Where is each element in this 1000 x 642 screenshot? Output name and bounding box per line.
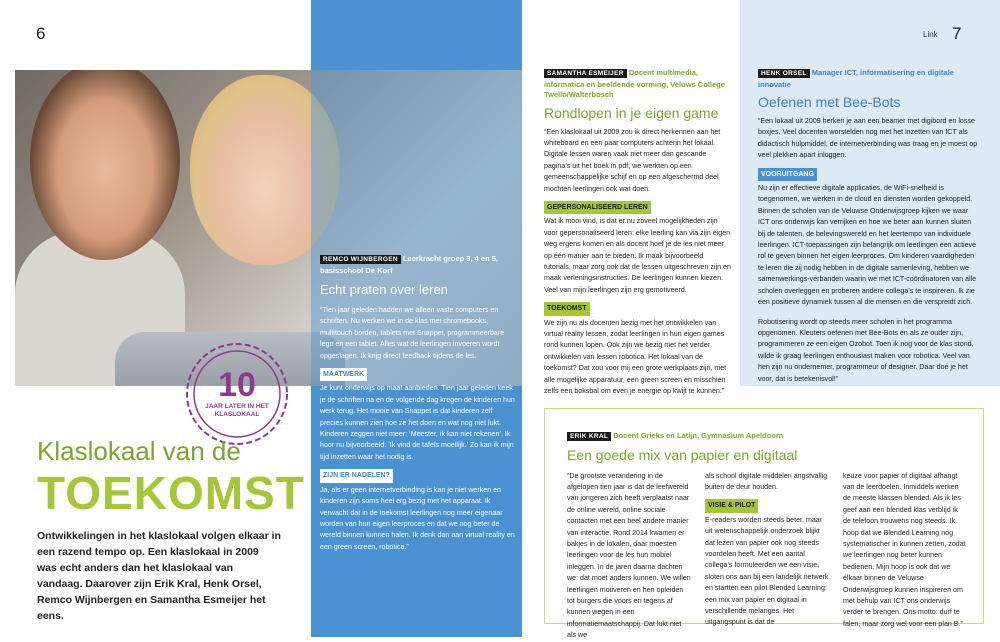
- remco-text1: Je kunt onderwijs op maat aanbieden. Tien jaar geleden keek je de schriften na en de volgende dag kregen de kinderen hun werk terug. Het mooie van Snappet is dat kinderen zelf precies kunnen zien hoe ze het doen en wat nog niet lukt. Kinderen zeggen niet meer: ‘Meester, ik kan niet rekenen’. Ik hoor nu bijvoorbeeld: ‘Ik vind de tafels moeilijk.’ Zo kan ik mijn tijd inzetten waar het nodig is.: [320, 384, 515, 461]
- remco-text2: Ja, als er geen internetverbinding is kan je niet werken en kinderen zijn soms heel erg bezig met het apparaat. Ik verwacht dat in de toekomst leerlingen nog meer eigenaar worden van hun eigen leerproces en dat we nog beter de wereld binnen kunnen halen. Ik denk dan aan virtual reality en een green screen, robotica.”: [320, 485, 515, 551]
- samantha-quote: “Een klaslokaal uit 2009 zou ik direct herkennen aan het whiteboard en een paar computers achterin het lokaal. Digitale lessen waren vaak niet meer dan gescande pagina’s uit het boek in pdf, we werkten op een gemeenschappelijke schijf en op een afgeschermd deel mochten leerlingen ook wat doen.: [544, 127, 721, 193]
- erik-name: ERIK KRAL: [567, 432, 611, 441]
- remco-name: REMCO WIJNBERGEN: [320, 255, 401, 264]
- samantha-text2: We zijn nu als docenten bezig met het ontwikkelen van virtual reality lessen, zodat leerlingen in hun eigen games rond kunnen lopen. Ook zijn we bezig met het verder ontwikkelen van lessen robotica. Het lokaal van de toekomst? Dat zou voor mij een grote werkplaats zijn, met alle mogelijke apparatuur, een green screen en misschien zelfs een boksbal om even je energie op kwijt te kunnen.”: [544, 318, 727, 396]
- badge-number: 10: [218, 366, 256, 404]
- erik-col3: keuze voor papier of digitaal afhangt van de leerdoelen. Inmiddels werken de meeste klassen blended. Als ik les geef aan een blended klas verblijd ik de telefoon trouwens nog steeds. Ik hoop dat we Blended Learning nog systematischer in kunnen zetten, zodat we leerlingen nog beter kunnen bedienen. Mijn hoop is ook dat we élkaar binnen de Veluwse Onderwijsgroep kunnen inspireren om met behulp van ICT ons onderwijs verder te brengen. Ons motto: durf te falen, maar zorg wel voor een plan B.”: [843, 471, 966, 628]
- header-label: Link: [923, 30, 938, 39]
- erik-col2b: E-readers worden steeds beter, maar uit wetenschappelijk onderzoek blijkt dat lezen van papier ook nog steeds voordelen heeft. Met een aantal collega’s formuleerden we een visie, sloten ons aan bij een landelijk netwerk en startten een pilot Blended Learning: een mix van papier en digitaal in verschillende melanges. Het uitgangspunt is dat de: [705, 515, 829, 627]
- henk-text2: Robotisering wordt op steeds meer scholen in het programma opgenomen. Kleuters oefenen met Bee-Bots en als ze ouder zijn, programmeren ze een eigen Ozobot. Toen ik nog voor de klas stond, wilde ik graag leerlingen enthousiast maken voor robotica. Veel van hen zijn nu ondernemer, programmeur of designer. Daar doe je het voor, dat is betekenisvol!”: [758, 317, 974, 383]
- remco-title: Echt praten over leren: [320, 282, 448, 297]
- page-number-right: 7: [952, 24, 962, 43]
- henk-role: Manager ICT, informatisering en digitale innovatie: [758, 68, 954, 89]
- page-number-left: 6: [36, 24, 46, 43]
- ten-years-badge: [183, 340, 291, 448]
- samantha-title: Rondlopen in je eigen game: [544, 104, 719, 121]
- henk-name: HENK ORSEL: [758, 69, 810, 78]
- badge-line2: KLASLOKAAL: [214, 411, 260, 418]
- remco-section: [320, 254, 516, 553]
- henk-sub1: VOORUITGANG: [758, 168, 817, 181]
- henk-quote: “Een lokaal uit 2009 herken je aan een beamer met digibord en losse boxjes. Veel docenten worstelden nog met het inzetten van ICT als didactisch hulpmiddel, de internetverbinding was traag en je moest op veel plekken apart inloggen.: [758, 117, 978, 160]
- erik-role: Docent Grieks en Latijn, Gymnasium Apeldoorn: [613, 431, 784, 440]
- erik-col1: “De grootste verandering in de afgelopen tien jaar is dat de leefwereld van jongeren zich heeft verplaatst naar de online wereld, online sociale contacten met een heel andere manier van interactie. Rond 2014 kwamen er bakjes in de lokalen, daar moesten leerlingen voor de les hun mobiel inleggen. In de jaren daarna dachten we: dat moet anders kunnen. We willen leerlingen motiveren en hen opleiden tot burgers die voors en tegens af kunnen wegen in een informatiemaatschappij. Dat lukt niet als we: [567, 471, 691, 640]
- remco-sub1: MAATWERK: [320, 368, 367, 381]
- remco-sub2: ZIJN ER NADELEN?: [320, 469, 393, 482]
- samantha-name: SAMANTHA ESMEIJER: [544, 69, 627, 78]
- remco-role: Leerkracht groep 3, 4 en 5, basisschool De Korf: [320, 254, 498, 275]
- samantha-text1: Wat ik mooi vind, is dat er nu zoveel mogelijkheden zijn voor gepersonaliseerd leren: elke leerling kan via zijn eigen weg ergens komen en als docent hoef je de les niet meer op één manier aan te bieden. Ik maak bijvoorbeeld tutorials, maar zorg ook dat de lessen uitgeschreven zijn en maak verleningsinstructies. De leerlingen kunnen kiezen. Veel van mijn leerlingen zijn erg gemotiveerd.: [544, 217, 731, 294]
- erik-box: [544, 408, 984, 640]
- erik-col2a: als school digitale middelen angstvallig buiten de deur houden.: [705, 471, 828, 491]
- samantha-sub2: TOEKOMST: [544, 302, 590, 315]
- samantha-role: Docent multimedia, informatica en beeldende vorming, Veluws College Twello/Walterbosch: [544, 68, 725, 99]
- samantha-section: [544, 68, 732, 397]
- henk-title: Oefenen met Bee-Bots: [758, 94, 901, 110]
- badge-line1: JAAR LATER IN HET: [205, 403, 269, 410]
- erik-title: Een goede mix van papier en digitaal: [567, 446, 798, 463]
- main-title-line2: TOEKOMST: [37, 467, 305, 519]
- remco-quote: “Tien jaar geleden hadden we alleen vaste computers en schriften. Nu werken we in de klas met chromebooks, multitouch borden, tablets met Snappet, programmeerbare lego en een tablet. Alles wat de leerlingen invoeren wordt opgeslagen. Ik krijg direct feedback tijdens de les.: [320, 306, 505, 360]
- samantha-sub1: GEPERSONALISEERD LEREN: [544, 201, 651, 214]
- intro-text: Ontwikkelingen in het klaslokaal volgen elkaar in een razend tempo op. Een klaslokaal in 2009 was echt anders dan het klaslokaal van vandaag. Daarover zijn Erik Kral, Henk Orsel, Remco Wijnbergen en Samantha Esmeijer het eens.: [37, 530, 281, 622]
- main-title-line1: Klaslokaal van de: [37, 436, 241, 466]
- henk-text1: Nu zijn er effectieve digitale applicaties, de WiFi-snelheid is toegenomen, we werken in de cloud en diensten worden gekoppeld. Binnen de scholen van de Veluwse Onderwijsgroep kijken we waar ICT ons onderwijs kan verrijken en hoe we beter aan kunnen sluiten bij de talenten, de belevingswereld en het leertempo van individuele leerlingen. ICT-toepassingen zijn belangrijk om leerlingen een actieve rol te geven binnen het eigen leerproces. Om kinderen vaardigheden te leren die zij nodig hebben in de digitale samenleving, hebben we samenwerkings-verbanden waarin we met ICT-coördinatoren van alle scholen overleggen en proberen andere collega’s te inspireren. Ik zie een positieve dynamiek tussen al die mensen en die verspreidt zich.: [758, 184, 977, 307]
- erik-sub: VISIE & PILOT: [705, 499, 758, 512]
- henk-section: [758, 68, 980, 385]
